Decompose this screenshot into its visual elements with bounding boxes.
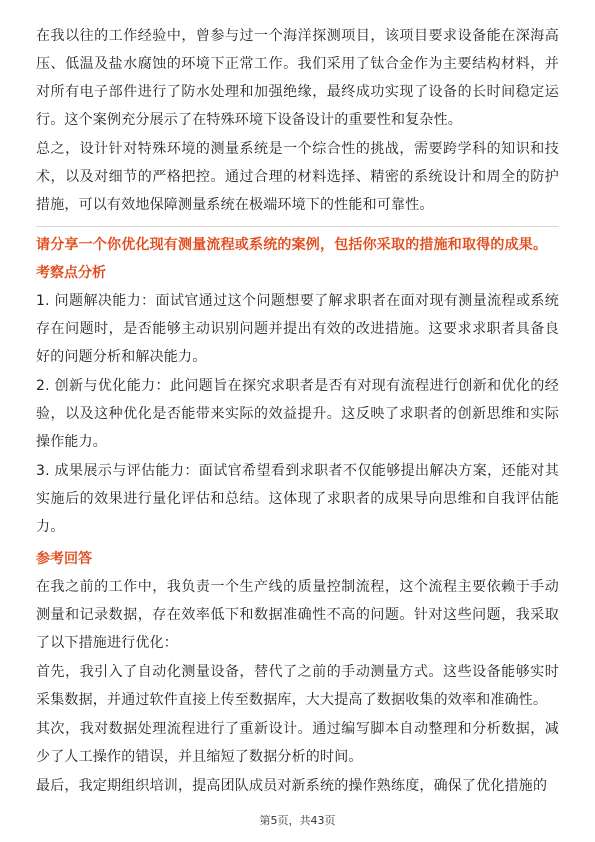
page-number: 第5页，共43页	[259, 814, 336, 827]
section-divider	[36, 226, 559, 227]
summary-paragraph: 总之，设计针对特殊环境的测量系统是一个综合性的挑战，需要跨学科的知识和技术，以及对细节的严格把控。通过合理的材料选择、精密的系统设计和周全的防护措施，可以有效地保障测量系统在极端环境下的性能和可靠性。	[36, 141, 559, 213]
analysis-item: 1. 问题解决能力：面试官通过这个问题想要了解求职者在面对现有测量流程或系统存在问题时，是否能够主动识别问题并提出有效的改进措施。这要求求职者具备良好的问题分析和解决能力。	[36, 293, 559, 365]
analysis-item: 2. 创新与优化能力：此问题旨在探究求职者是否有对现有流程进行创新和优化的经验，以及这种优化是否能带来实际的效益提升。这反映了求职者的创新思维和实际操作能力。	[36, 378, 559, 450]
answer-heading: 参考回答	[36, 551, 92, 567]
page-content	[36, 22, 559, 801]
analysis-item: 3. 成果展示与评估能力：面试官希望看到求职者不仅能够提出解决方案，还能对其实施后的效果进行量化评估和总结。这体现了求职者的成果导向思维和自我评估能力。	[36, 463, 559, 535]
answer-paragraph: 首先，我引入了自动化测量设备，替代了之前的手动测量方式。这些设备能够实时采集数据，并通过软件直接上传至数据库，大大提高了数据收集的效率和准确性。	[36, 664, 559, 708]
answer-paragraph: 最后，我定期组织培训，提高团队成员对新系统的操作熟练度，确保了优化措施的	[36, 778, 548, 794]
answer-paragraph: 其次，我对数据处理流程进行了重新设计。通过编写脚本自动整理和分析数据，减少了人工操作的错误，并且缩短了数据分析的时间。	[36, 721, 559, 765]
analysis-heading: 考察点分析	[36, 265, 106, 281]
answer-paragraph: 在我之前的工作中，我负责一个生产线的质量控制流程，这个流程主要依赖于手动测量和记录数据，存在效率低下和数据准确性不高的问题。针对这些问题，我采取了以下措施进行优化：	[36, 579, 559, 651]
intro-paragraph: 在我以往的工作经验中，曾参与过一个海洋探测项目，该项目要求设备能在深海高压、低温及盐水腐蚀的环境下正常工作。我们采用了钛合金作为主要结构材料，并对所有电子部件进行了防水处理和加强绝缘，最终成功实现了设备的长时间稳定运行。这个案例充分展示了在特殊环境下设备设计的重要性和复杂性。	[36, 28, 559, 128]
interview-question: 请分享一个你优化现有测量流程或系统的案例，包括你采取的措施和取得的成果。	[36, 237, 548, 253]
